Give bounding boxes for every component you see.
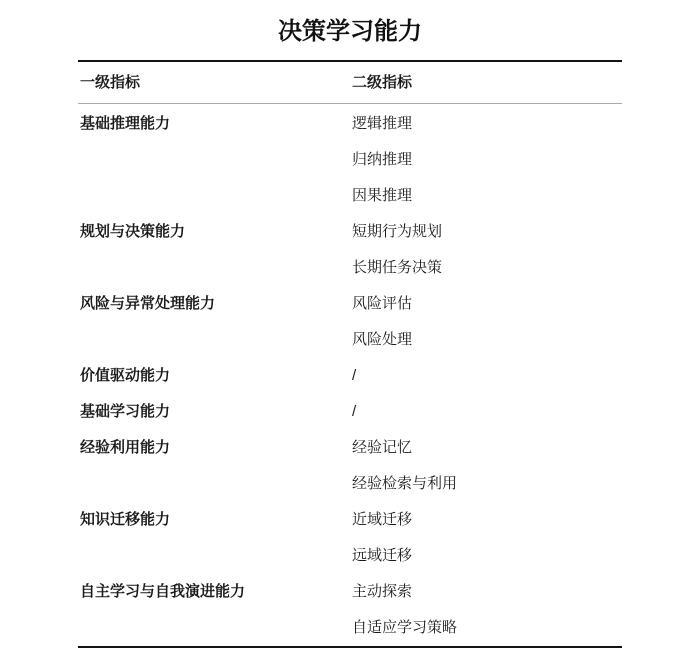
table-row — [78, 322, 622, 358]
level1-indicator-cell: 基础推理能力 — [80, 115, 171, 132]
table-row — [78, 502, 622, 538]
table-row — [78, 466, 622, 502]
level2-indicator-cell: 风险评估 — [352, 295, 413, 312]
page-title: 决策学习能力 — [278, 18, 422, 45]
table-row — [78, 214, 622, 250]
level2-indicator-cell: 归纳推理 — [352, 151, 413, 168]
level2-indicator-cell: 短期行为规划 — [352, 223, 443, 240]
level2-indicator-cell: 因果推理 — [352, 187, 413, 204]
table-row — [78, 106, 622, 142]
level2-indicator-cell: 经验检索与利用 — [352, 475, 458, 492]
level2-indicator-cell: 自适应学习策略 — [352, 619, 458, 636]
level1-indicator-cell: 经验利用能力 — [80, 439, 171, 456]
level2-indicator-cell: 长期任务决策 — [352, 259, 443, 276]
table-row — [78, 250, 622, 286]
level2-indicator-cell: 主动探索 — [352, 583, 413, 600]
level1-indicator-cell: 价值驱动能力 — [80, 367, 171, 384]
level1-indicator-cell: 知识迁移能力 — [80, 511, 171, 528]
table-row — [78, 394, 622, 430]
level2-indicator-cell: 逻辑推理 — [352, 115, 413, 132]
level1-indicator-cell: 自主学习与自我演进能力 — [80, 583, 246, 600]
indicator-table — [78, 60, 622, 648]
table-row — [78, 178, 622, 214]
level2-indicator-cell: / — [352, 403, 357, 420]
level1-indicator-cell: 基础学习能力 — [80, 403, 171, 420]
level2-indicator-cell: / — [352, 367, 357, 384]
column-header-level2: 二级指标 — [352, 73, 413, 91]
table-row — [78, 610, 622, 646]
table-row — [78, 538, 622, 574]
level2-indicator-cell: 近域迁移 — [352, 511, 413, 528]
table-row — [78, 430, 622, 466]
level2-indicator-cell: 远域迁移 — [352, 547, 413, 564]
table-row — [78, 142, 622, 178]
column-header-level1: 一级指标 — [80, 73, 141, 91]
table-header-row — [78, 62, 622, 104]
level1-indicator-cell: 规划与决策能力 — [80, 223, 186, 240]
table-row — [78, 358, 622, 394]
table-row — [78, 574, 622, 610]
level1-indicator-cell: 风险与异常处理能力 — [80, 295, 216, 312]
level2-indicator-cell: 风险处理 — [352, 331, 413, 348]
table-body — [78, 106, 622, 646]
table-row — [78, 286, 622, 322]
level2-indicator-cell: 经验记忆 — [352, 439, 413, 456]
